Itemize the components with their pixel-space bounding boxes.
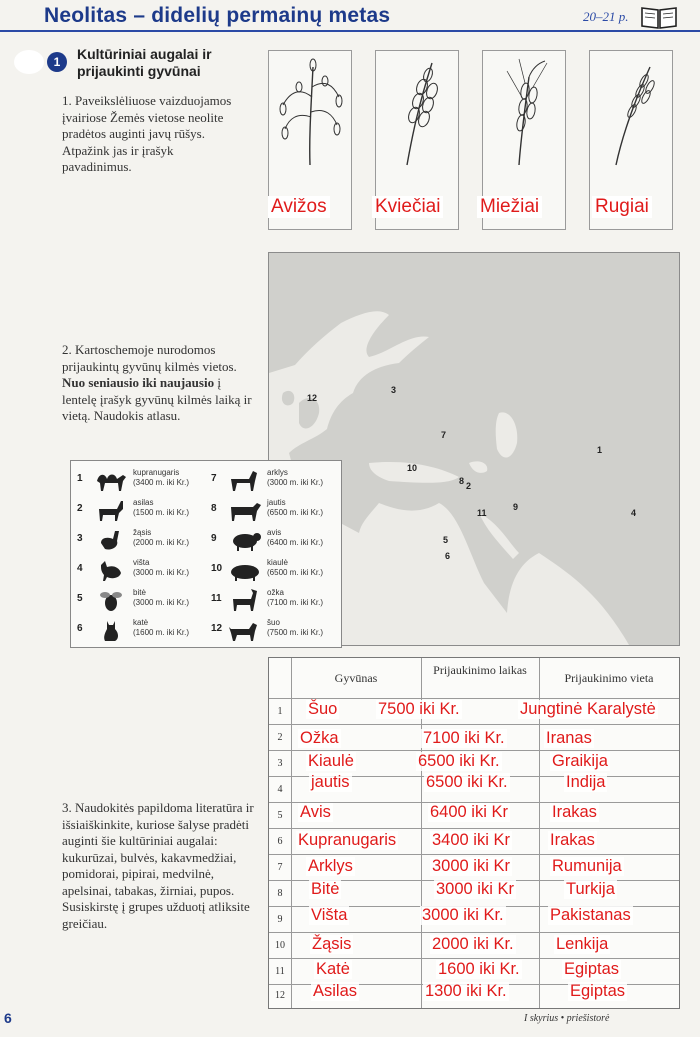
answer-time: 6500 iki Kr.	[418, 752, 500, 770]
ox-icon	[227, 497, 263, 523]
goat-icon	[227, 587, 263, 613]
answer-animal: Bitė	[311, 880, 340, 898]
footer-text: I skyrius • priešistorė	[524, 1013, 610, 1024]
bee-icon	[93, 587, 129, 613]
answer-animal: jautis	[311, 773, 350, 791]
camel-icon	[93, 467, 129, 493]
table-header-place: Prijaukinimo vieta	[564, 671, 654, 685]
table-header-time: Prijaukinimo laikas	[433, 663, 527, 677]
answer-time: 6400 iki Kr	[430, 803, 508, 821]
answer-place: Lenkija	[556, 935, 609, 953]
rye-icon	[596, 57, 666, 167]
answer-place: Iranas	[546, 729, 592, 747]
map-marker: 3	[391, 385, 397, 395]
row-number: 4	[277, 784, 283, 795]
book-icon	[640, 4, 678, 30]
hen-icon	[93, 557, 129, 583]
header-rule	[0, 30, 700, 32]
whiteout-blot	[14, 50, 44, 74]
answer-animal: Kupranugaris	[298, 831, 397, 849]
legend-item: 11 ožka (7100 m. iki Kr.)	[207, 585, 337, 615]
page-reference: 20–21 p.	[583, 9, 629, 24]
table-header-animal: Gyvūnas	[334, 671, 378, 685]
task-2-part1: 2. Kartoschemoje nurodomos prijaukintų gyvūnų kilmės vietos.	[62, 342, 237, 374]
task-2-bold: Nuo seniausio iki naujausio	[62, 375, 215, 390]
sheep-icon	[227, 527, 263, 553]
answer-animal: Avis	[300, 803, 331, 821]
legend-item: 12 šuo (7500 m. iki Kr.)	[207, 615, 337, 645]
answer-time: 1600 iki Kr.	[438, 960, 520, 978]
map-marker: 11	[477, 508, 487, 518]
row-number: 8	[277, 888, 283, 899]
goose-icon	[93, 527, 129, 553]
task-3-text: 3. Naudokitės papildoma literatūra ir išsiaiškinkite, kuriose šalyse pradėti auginti šie kultūriniai augalai: kukurūzai, bulvės, kakavmedžiai, pomidorai, pipirai, medvilnė, apelsinai, tabakas, žirniai, pupos. Susiskirstę į grupes užduotį atliksite greičiau.	[62, 800, 254, 931]
answer-place: Rumunija	[552, 857, 622, 875]
legend-item: 2 asilas (1500 m. iki Kr.)	[73, 495, 203, 525]
map-marker: 2	[466, 481, 472, 491]
grain-answer-4: Rugiai	[592, 196, 652, 218]
legend-item: 10 kiaulė (6500 m. iki Kr.)	[207, 555, 337, 585]
map-marker: 10	[407, 463, 418, 473]
section-number-badge: 1	[47, 52, 67, 72]
row-number: 3	[277, 758, 283, 769]
map-marker: 6	[445, 551, 451, 561]
cat-icon	[93, 617, 129, 643]
legend-item: 3 žąsis (2000 m. iki Kr.)	[73, 525, 203, 555]
answer-place: Pakistanas	[550, 906, 631, 924]
legend-item: 8 jautis (6500 m. iki Kr.)	[207, 495, 337, 525]
answer-place: Jungtinė Karalystė	[520, 700, 656, 718]
row-number: 6	[277, 836, 283, 847]
answer-time: 1300 iki Kr.	[425, 982, 507, 1000]
section-title: Kultūriniai augalai ir prijaukinti gyvūnai	[77, 46, 212, 79]
answer-place: Turkija	[566, 880, 615, 898]
donkey-icon	[93, 497, 129, 523]
answer-time: 3000 iki Kr.	[422, 906, 504, 924]
map-marker: 5	[443, 535, 449, 545]
answer-animal: Asilas	[313, 982, 358, 1000]
row-number: 2	[277, 732, 283, 743]
map-marker: 9	[513, 502, 519, 512]
legend-item: 4 višta (3000 m. iki Kr.)	[73, 555, 203, 585]
wheat-icon	[382, 57, 452, 167]
oats-icon	[275, 57, 345, 167]
map-marker: 8	[459, 476, 465, 486]
pig-icon	[227, 557, 263, 583]
dog-icon	[227, 617, 263, 643]
answer-time: 7100 iki Kr.	[423, 729, 505, 747]
answer-place: Irakas	[552, 803, 597, 821]
answer-time: 2000 iki Kr.	[432, 935, 514, 953]
answer-animal: Kiaulė	[308, 752, 354, 770]
page-title: Neolitas – didelių permainų metas	[44, 4, 391, 27]
task-1-text: 1. Paveikslėliuose vaizduojamos įvairiose Žemės vietose neolite pradėtos auginti javų rūšys. Atpažink jas ir įrašyk pavadinimus.	[62, 93, 232, 174]
task-2-text	[62, 342, 252, 425]
page-number: 6	[4, 1010, 12, 1026]
answer-time: 3000 iki Kr	[432, 857, 510, 875]
row-number: 11	[275, 966, 285, 977]
row-number: 7	[277, 862, 283, 873]
answer-time: 7500 iki Kr.	[378, 700, 460, 718]
answer-animal: Ožka	[300, 729, 339, 747]
row-number: 10	[275, 940, 285, 951]
map-marker: 1	[597, 445, 603, 455]
legend-item: 6 katė (1600 m. iki Kr.)	[73, 615, 203, 645]
legend-item: 5 bitė (3000 m. iki Kr.)	[73, 585, 203, 615]
grain-answer-2: Kviečiai	[372, 196, 443, 218]
legend-item: 7 arklys (3000 m. iki Kr.)	[207, 465, 337, 495]
legend-item: 1 kupranugaris (3400 m. iki Kr.)	[73, 465, 203, 495]
grain-answer-3: Miežiai	[477, 196, 542, 218]
answer-place: Indija	[566, 773, 606, 791]
task-2-part2: į lentelę įrašyk gyvūnų kilmės laiką ir vietą. Naudokis atlasu.	[62, 375, 252, 423]
answer-place: Egiptas	[564, 960, 620, 978]
answer-animal: Katė	[316, 960, 350, 978]
horse-icon	[227, 467, 263, 493]
map-marker: 12	[307, 393, 318, 403]
answer-animal: Višta	[311, 906, 348, 924]
row-number: 1	[277, 706, 283, 717]
row-number: 9	[277, 914, 283, 925]
row-number: 5	[277, 810, 283, 821]
answer-animal: Žąsis	[312, 935, 352, 953]
animal-legend	[70, 460, 342, 648]
answer-time: 3000 iki Kr	[436, 880, 514, 898]
answer-animal: Arklys	[308, 857, 353, 875]
answer-place: Graikija	[552, 752, 608, 770]
answer-animal: Šuo	[308, 700, 338, 718]
answer-place: Irakas	[550, 831, 595, 849]
grain-answer-1: Avižos	[268, 196, 330, 218]
barley-icon	[489, 57, 559, 167]
answer-time: 6500 iki Kr.	[426, 773, 508, 791]
map-marker: 4	[631, 508, 637, 518]
answer-place: Egiptas	[570, 982, 626, 1000]
legend-item: 9 avis (6400 m. iki Kr.)	[207, 525, 337, 555]
map-marker: 7	[441, 430, 447, 440]
row-number: 12	[275, 990, 285, 1001]
answer-time: 3400 iki Kr	[432, 831, 510, 849]
